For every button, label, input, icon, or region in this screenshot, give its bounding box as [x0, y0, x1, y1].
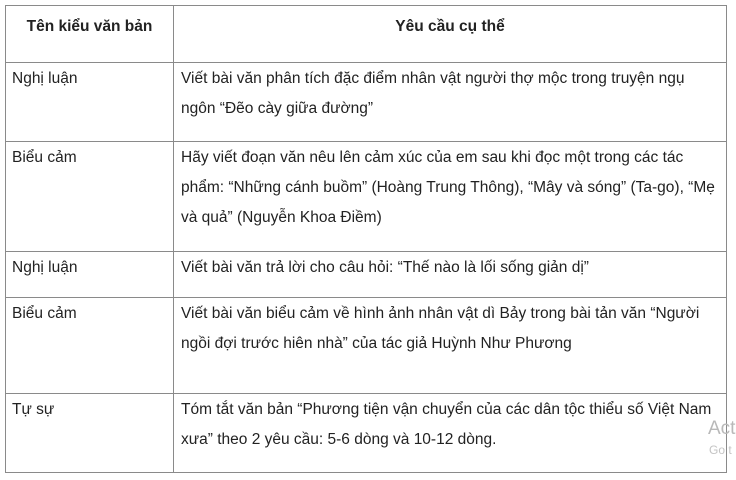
requirement-cell: [174, 142, 727, 252]
table-row: [6, 63, 727, 142]
table-row: [6, 298, 727, 394]
requirement-cell: [174, 252, 727, 298]
type-cell: [6, 298, 174, 394]
type-text: Biểu cảm: [12, 149, 77, 166]
type-cell: [6, 394, 174, 473]
header-requirement-label: Yêu cầu cụ thể: [395, 18, 505, 35]
header-type-label: Tên kiểu văn bản: [26, 18, 153, 35]
table-header-row: [6, 6, 727, 63]
type-text: Biểu cảm: [12, 305, 77, 322]
activation-watermark-subtitle: Go t: [709, 443, 732, 457]
requirement-text: Tóm tắt văn bản “Phương tiện vận chuyển của các dân tộc thiểu số Việt Nam xưa” theo 2 yêu cầu: 5-6 dòng và 10-12 dòng.: [181, 401, 712, 448]
type-cell: [6, 63, 174, 142]
type-text: Nghị luận: [12, 70, 78, 87]
type-text: Tự sự: [12, 401, 55, 418]
type-text: Nghị luận: [12, 259, 78, 276]
requirement-text: Viết bài văn trả lời cho câu hỏi: “Thế nào là lối sống giản dị”: [181, 259, 589, 276]
header-cell-type: [6, 6, 174, 63]
requirement-cell: [174, 298, 727, 394]
type-cell: [6, 252, 174, 298]
requirement-cell: [174, 63, 727, 142]
requirement-text: Viết bài văn biểu cảm về hình ảnh nhân vật dì Bảy trong bài tản văn “Người ngồi đợi trước hiên nhà” của tác giả Huỳnh Như Phương: [181, 305, 700, 352]
requirement-text: Viết bài văn phân tích đặc điểm nhân vật người thợ mộc trong truyện ngụ ngôn “Đẽo cày giữa đường”: [181, 70, 685, 117]
table-row: [6, 394, 727, 473]
header-cell-requirement: [174, 6, 727, 63]
type-cell: [6, 142, 174, 252]
requirements-table: [5, 5, 727, 473]
requirement-cell: [174, 394, 727, 473]
requirement-text: Hãy viết đoạn văn nêu lên cảm xúc của em sau khi đọc một trong các tác phẩm: “Những cánh buồm” (Hoàng Trung Thông), “Mây và sóng” (Ta-go), “Mẹ và quả” (Nguyễn Khoa Điềm): [181, 149, 715, 226]
activation-watermark-title: Act: [708, 418, 736, 439]
table-row: [6, 142, 727, 252]
table-row: [6, 252, 727, 298]
